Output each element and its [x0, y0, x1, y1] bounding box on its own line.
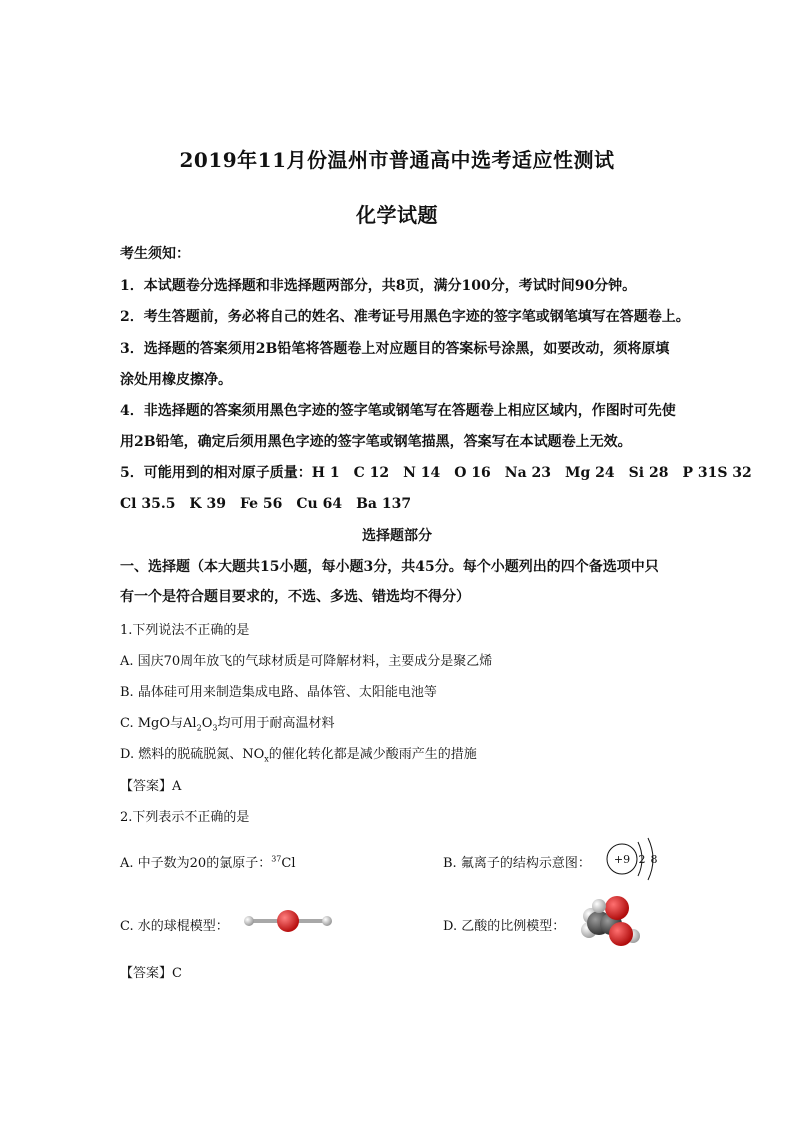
q2-stem: 2.下列表示不正确的是: [120, 810, 250, 825]
water-ball-stick-model: [241, 907, 337, 935]
q2-answer: 【答案】C: [120, 966, 182, 981]
notice-heading: 考生须知：: [120, 246, 190, 262]
notice-item: 4．非选择题的答案须用黑色字迹的签字笔或钢笔写在答题卷上相应区域内，作图时可先使: [120, 403, 676, 419]
q1-stem: 1.下列说法不正确的是: [120, 623, 250, 638]
q2-option-d: D. 乙酸的比例模型：: [443, 919, 566, 934]
q1-option-c: C. MgO与$Al_2O_3$均可用于耐高温材料: [120, 716, 335, 733]
fluoride-ion-diagram: [604, 834, 664, 884]
notice-item: 3．选择题的答案须用2B铅笔将答题卷上对应题目的答案标号涂黑，如要改动，须将原填: [120, 341, 670, 357]
q1-answer: 【答案】A: [120, 779, 182, 794]
part1-instructions: 一、选择题（本大题共15小题，每小题3分，共45分。每个小题列出的四个备选项中只: [120, 559, 659, 575]
q2-option-c: C. 水的球棍模型：: [120, 919, 229, 934]
q1-option-b: B. 晶体硅可用来制造集成电路、晶体管、太阳能电池等: [120, 685, 437, 700]
exam-subtitle: 化学试题: [356, 203, 438, 227]
q2-option-a: A. 中子数为20的氯原子：$^{37}$Cl: [120, 854, 296, 871]
notice-item: 用2B铅笔，确定后须用黑色字迹的签字笔或钢笔描黑，答案写在本试题卷上无效。: [120, 434, 632, 450]
shell-1-electrons: 2: [638, 853, 646, 866]
q1-option-d: D. 燃料的脱硫脱氮、$NO_x$的催化转化都是减少酸雨产生的措施: [120, 747, 477, 764]
part1-instructions: 有一个是符合题目要求的，不选、多选、错选均不得分）: [120, 589, 470, 605]
notice-item: 2．考生答题前，务必将自己的姓名、准考证号用黑色字迹的签字笔或钢笔填写在答题卷上。: [120, 309, 690, 325]
notice-item: Cl 35.5 K 39 Fe 56 Cu 64 Ba 137: [120, 496, 412, 512]
nucleus-charge: +9: [613, 853, 631, 866]
notice-item: 涂处用橡皮擦净。: [120, 372, 232, 388]
shell-2-electrons: 8: [650, 853, 658, 866]
exam-title: 2019年11月份温州市普通高中选考适应性测试: [179, 148, 615, 172]
q2-option-b: B. 氟离子的结构示意图：: [443, 856, 591, 871]
section-title: 选择题部分: [362, 528, 432, 544]
q1-option-a: A. 国庆70周年放飞的气球材质是可降解材料，主要成分是聚乙烯: [120, 654, 493, 669]
notice-item: 1．本试题卷分选择题和非选择题两部分，共8页，满分100分，考试时间90分钟。: [120, 278, 637, 294]
acetic-acid-space-filling-model: [579, 894, 645, 952]
notice-item: 5．可能用到的相对原子质量：H 1 C 12 N 14 O 16 Na 23 Mg 24 Si 28 P 31S 32: [120, 465, 752, 481]
